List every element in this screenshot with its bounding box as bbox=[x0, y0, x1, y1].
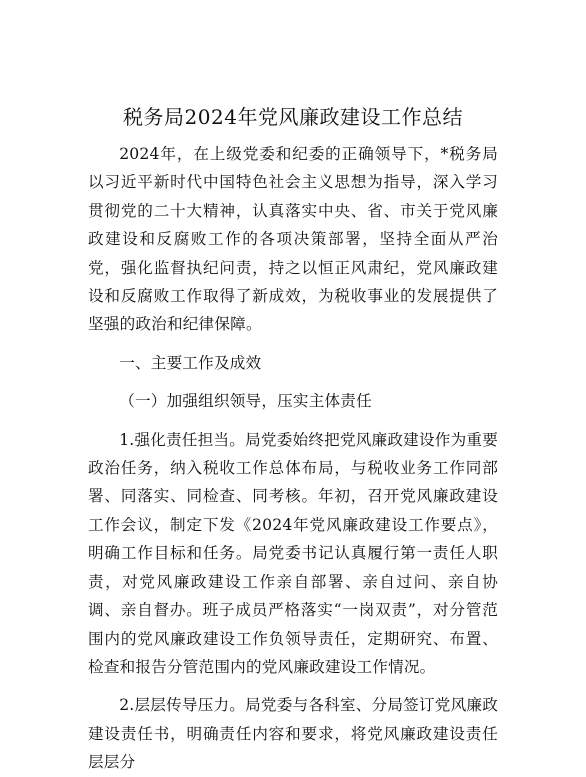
document-title: 税务局2024年党风廉政建设工作总结 bbox=[123, 105, 463, 129]
section-heading: 一、主要工作及成效 bbox=[119, 353, 262, 372]
subsection-heading: （一）加强组织领导，压实主体责任 bbox=[119, 392, 372, 411]
paragraph-item-1: 1.强化责任担当。局党委始终把党风廉政建设作为重要政治任务，纳入税收工作总体布局，与税收业务工作同部署、同落实、同检查、同考核。年初，召开党风廉政建设工作会议，制定下发《2024年党风廉政建设工作要点》，明确工作目标和任务。局党委书记认真履行第一责任人职责，对党风廉政建设工作亲自部署、亲自过问、亲自协调、亲自督办。班子成员严格落实“一岗双责”，对分管范围内的党风廉政建设工作负领导责任，定期研究、布置、检查和报告分管范围内的党风廉政建设工作情况。 bbox=[88, 430, 498, 676]
paragraph-intro: 2024年，在上级党委和纪委的正确领导下，*税务局以习近平新时代中国特色社会主义思想为指导，深入学习贯彻党的二十大精神，认真落实中央、省、市关于党风廉政建设和反腐败工作的各项决策部署，坚持全面从严治党，强化监督执纪问责，持之以恒正风肃纪，党风廉政建设和反腐败工作取得了新成效，为税收事业的发展提供了坚强的政治和纪律保障。 bbox=[88, 145, 498, 334]
paragraph-item-2: 2.层层传导压力。局党委与各科室、分局签订党风廉政建设责任书，明确责任内容和要求，将党风廉政建设责任层层分 bbox=[88, 696, 498, 772]
document-body bbox=[88, 140, 498, 777]
